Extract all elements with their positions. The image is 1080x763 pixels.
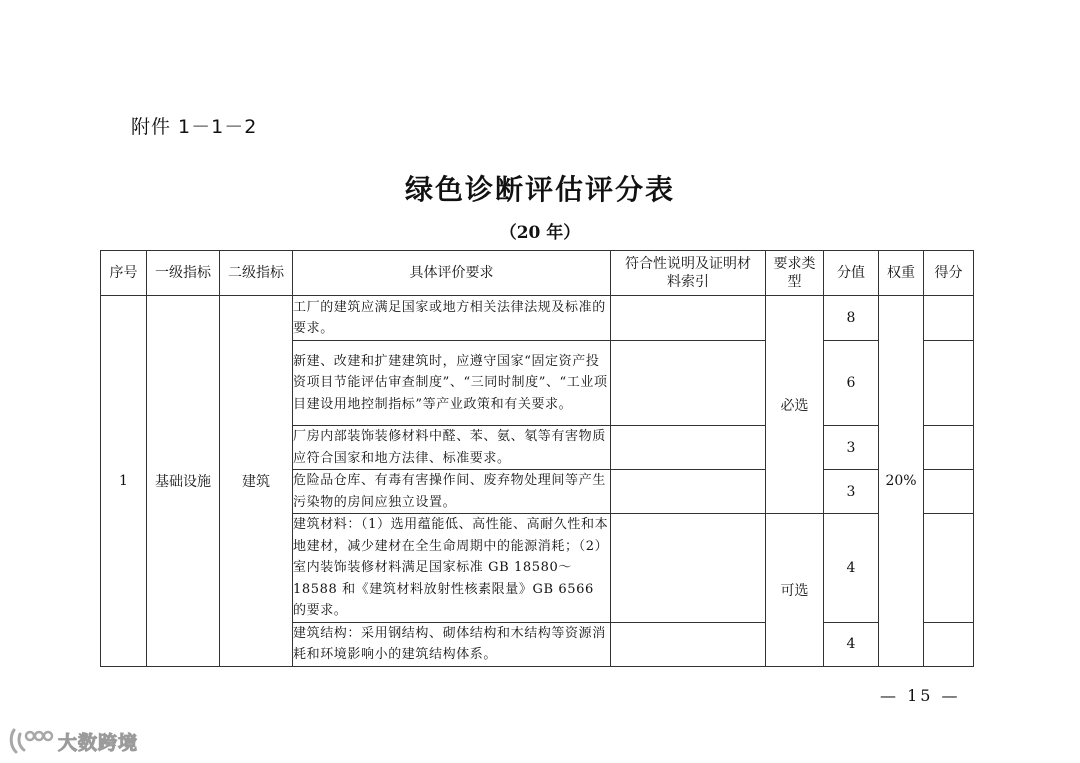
score-cell <box>924 426 974 470</box>
header-score: 得分 <box>924 251 974 296</box>
req-type-optional: 可选 <box>766 514 824 667</box>
table-row <box>101 296 974 341</box>
header-weight: 权重 <box>879 251 924 296</box>
score-value-cell: 4 <box>824 622 879 666</box>
score-table <box>100 250 974 667</box>
req-type-mandatory: 必选 <box>766 296 824 514</box>
score-value-cell: 4 <box>824 514 879 623</box>
page-title: 绿色诊断评估评分表 <box>404 173 675 206</box>
score-value-cell: 6 <box>824 341 879 426</box>
requirement-cell: 危险品仓库、有毒有害操作间、废弃物处理间等产生污染物的房间应独立设置。 <box>293 470 611 514</box>
evidence-cell <box>611 296 766 341</box>
header-requirement: 具体评价要求 <box>293 251 611 296</box>
header-level2: 二级指标 <box>220 251 293 296</box>
page-number: — 15 — <box>880 686 961 705</box>
requirement-cell: 厂房内部装饰装修材料中醛、苯、氨、氡等有害物质应符合国家和地方法律、标准要求。 <box>293 426 611 470</box>
evidence-cell <box>611 514 766 623</box>
score-value-cell: 8 <box>824 296 879 341</box>
requirement-cell: 建筑材料：（1）选用蕴能低、高性能、高耐久性和本地建材，减少建材在全生命周期中的能源消耗；（2）室内装饰装修材料满足国家标准 GB 18580～18588 和《建筑材料放射性核素限量》GB 6566 的要求。 <box>293 514 611 623</box>
requirement-cell: 建筑结构：采用钢结构、砌体结构和木结构等资源消耗和环境影响小的建筑结构体系。 <box>293 622 611 666</box>
evidence-cell <box>611 470 766 514</box>
group-level2: 建筑 <box>220 296 293 667</box>
group-weight: 20% <box>879 296 924 667</box>
group-level1: 基础设施 <box>147 296 220 667</box>
score-value-cell: 3 <box>824 470 879 514</box>
dashuju-logo-icon <box>8 726 54 756</box>
watermark-text: 大数跨境 <box>58 731 139 754</box>
score-value-cell: 3 <box>824 426 879 470</box>
header-score-value: 分值 <box>824 251 879 296</box>
watermark <box>8 726 138 756</box>
evidence-cell <box>611 341 766 426</box>
header-seq: 序号 <box>101 251 147 296</box>
year-line: （20 年） <box>499 223 581 243</box>
group-seq: 1 <box>101 296 147 667</box>
score-cell <box>924 622 974 666</box>
evidence-cell <box>611 426 766 470</box>
requirement-cell: 工厂的建筑应满足国家或地方相关法律法规及标准的要求。 <box>293 296 611 341</box>
evidence-cell <box>611 622 766 666</box>
attachment-label: 附件 1－1－2 <box>131 116 258 138</box>
table-header-row <box>101 251 974 296</box>
score-cell <box>924 296 974 341</box>
requirement-cell: 新建、改建和扩建建筑时，应遵守国家“固定资产投资项目节能评估审查制度”、“三同时制度”、“工业项目建设用地控制指标”等产业政策和有关要求。 <box>293 341 611 426</box>
header-req-type: 要求类型 <box>766 251 824 296</box>
header-level1: 一级指标 <box>147 251 220 296</box>
score-cell <box>924 514 974 623</box>
score-cell <box>924 470 974 514</box>
header-evidence: 符合性说明及证明材料索引 <box>611 251 766 296</box>
score-cell <box>924 341 974 426</box>
